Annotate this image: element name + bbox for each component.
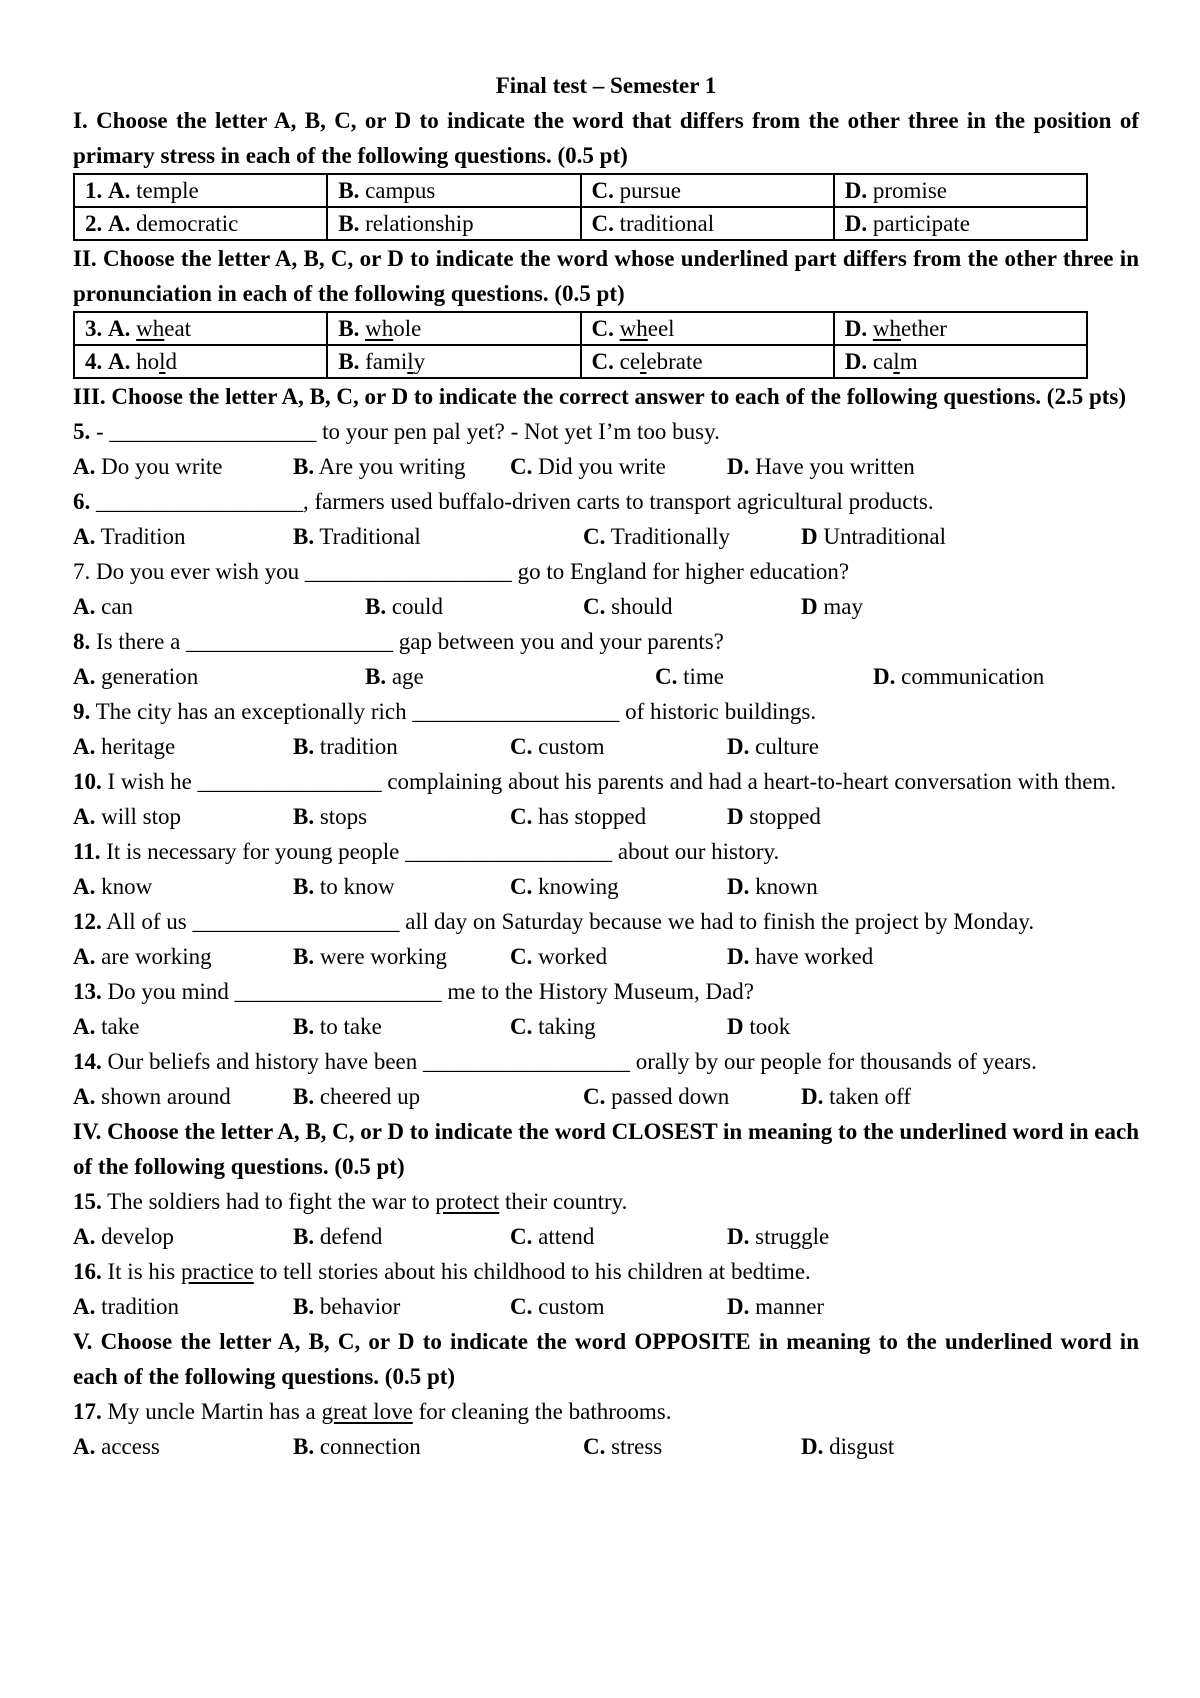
pronunciation-table <box>73 311 1088 379</box>
exam-page <box>73 68 1139 1464</box>
table-row <box>74 345 1087 378</box>
option-b: B. behavior <box>293 1294 401 1319</box>
option-d: D. known <box>727 874 818 899</box>
option-cell: D. promise <box>834 174 1087 207</box>
options-13 <box>73 1009 1139 1044</box>
option-a: A. shown around <box>73 1084 231 1109</box>
option-d: D. have worked <box>727 944 874 969</box>
option-b: B. defend <box>293 1224 383 1249</box>
option-b: B. could <box>365 594 443 619</box>
options-14 <box>73 1079 1139 1114</box>
option-cell: B. campus <box>327 174 580 207</box>
option-a: A. are working <box>73 944 212 969</box>
option-c: C. has stopped <box>510 804 647 829</box>
option-c: C. should <box>583 594 673 619</box>
option-cell: 1. A. temple <box>74 174 327 207</box>
question-17: 17. My uncle Martin has a great love for cleaning the bathrooms. <box>73 1399 672 1424</box>
option-cell: C. traditional <box>581 207 834 240</box>
question-11: 11. It is necessary for young people __________________ about our history. <box>73 839 780 864</box>
option-cell: 4. A. hold <box>74 345 327 378</box>
option-a: A. access <box>73 1434 160 1459</box>
option-b: B. cheered up <box>293 1084 421 1109</box>
options-5 <box>73 449 1139 484</box>
option-cell: D. whether <box>834 312 1087 345</box>
option-cell: C. pursue <box>581 174 834 207</box>
option-a: A. will stop <box>73 804 181 829</box>
option-b: B. to know <box>293 874 395 899</box>
option-c: C. time <box>655 664 725 689</box>
option-a: A. Tradition <box>73 524 186 549</box>
options-15 <box>73 1219 1139 1254</box>
options-6 <box>73 519 1139 554</box>
option-a: A. can <box>73 594 134 619</box>
option-b: B. to take <box>293 1014 382 1039</box>
question-8: 8. Is there a __________________ gap between you and your parents? <box>73 629 724 654</box>
section-1-heading: I. Choose the letter A, B, C, or D to indicate the word that differs from the other three in the position of primary stress in each of the following questions. (0.5 pt) <box>73 108 1139 168</box>
option-d: D. Have you written <box>727 454 915 479</box>
question-15: 15. The soldiers had to fight the war to protect their country. <box>73 1189 628 1214</box>
option-c: C. custom <box>510 1294 605 1319</box>
option-cell: B. whole <box>327 312 580 345</box>
option-c: C. Did you write <box>510 454 666 479</box>
option-c: C. custom <box>510 734 605 759</box>
option-a: A. heritage <box>73 734 176 759</box>
question-16: 16. It is his practice to tell stories about his childhood to his children at bedtime. <box>73 1259 811 1284</box>
options-12 <box>73 939 1139 974</box>
option-a: A. tradition <box>73 1294 180 1319</box>
option-c: C. Traditionally <box>583 524 730 549</box>
option-c: C. worked <box>510 944 608 969</box>
option-d: D. struggle <box>727 1224 830 1249</box>
option-cell: D. calm <box>834 345 1087 378</box>
option-a: A. generation <box>73 664 199 689</box>
option-c: C. attend <box>510 1224 595 1249</box>
options-9 <box>73 729 1139 764</box>
option-c: C. passed down <box>583 1084 730 1109</box>
options-7 <box>73 589 1139 624</box>
option-cell: C. wheel <box>581 312 834 345</box>
question-9: 9. The city has an exceptionally rich __________________ of historic buildings. <box>73 699 817 724</box>
section-5-heading: V. Choose the letter A, B, C, or D to indicate the word OPPOSITE in meaning to the underlined word in each of the following questions. (0.5 pt) <box>73 1329 1139 1389</box>
option-d: D. culture <box>727 734 819 759</box>
stress-table <box>73 173 1088 241</box>
option-d: D took <box>727 1014 791 1039</box>
option-cell: D. participate <box>834 207 1087 240</box>
option-cell: B. relationship <box>327 207 580 240</box>
question-14: 14. Our beliefs and history have been __________________ orally by our people for thousands of years. <box>73 1049 1037 1074</box>
option-d: D. manner <box>727 1294 825 1319</box>
option-cell: 2. A. democratic <box>74 207 327 240</box>
option-cell: C. celebrate <box>581 345 834 378</box>
option-a: A. take <box>73 1014 140 1039</box>
option-b: B. were working <box>293 944 447 969</box>
option-b: B. age <box>365 664 424 689</box>
section-4-heading: IV. Choose the letter A, B, C, or D to indicate the word CLOSEST in meaning to the underlined word in each of the following questions. (0.5 pt) <box>73 1119 1139 1179</box>
question-6: 6. __________________, farmers used buffalo-driven carts to transport agricultural products. <box>73 489 934 514</box>
question-10: 10. I wish he ________________ complaining about his parents and had a heart-to-heart conversation with them. <box>73 769 1117 794</box>
page-title: Final test – Semester 1 <box>495 73 717 98</box>
question-5: 5. - __________________ to your pen pal yet? - Not yet I’m too busy. <box>73 419 720 444</box>
table-row <box>74 207 1087 240</box>
section-3-heading: III. Choose the letter A, B, C, or D to indicate the correct answer to each of the following questions. (2.5 pts) <box>73 384 1127 409</box>
option-cell: B. family <box>327 345 580 378</box>
option-d: D. taken off <box>801 1084 912 1109</box>
question-7: 7. Do you ever wish you __________________ go to England for higher education? <box>73 559 850 584</box>
options-16 <box>73 1289 1139 1324</box>
option-d: D. disgust <box>801 1434 895 1459</box>
table-row <box>74 174 1087 207</box>
option-a: A. develop <box>73 1224 174 1249</box>
option-d: D. communication <box>873 664 1045 689</box>
option-a: A. Do you write <box>73 454 223 479</box>
option-d: D may <box>801 594 863 619</box>
options-8 <box>73 659 1139 694</box>
option-b: B. Traditional <box>293 524 421 549</box>
option-b: B. stops <box>293 804 368 829</box>
option-d: D Untraditional <box>801 524 947 549</box>
option-c: C. knowing <box>510 874 619 899</box>
option-d: D stopped <box>727 804 821 829</box>
option-cell: 3. A. wheat <box>74 312 327 345</box>
option-b: B. Are you writing <box>293 454 466 479</box>
question-12: 12. All of us __________________ all day on Saturday because we had to finish the project by Monday. <box>73 909 1035 934</box>
options-11 <box>73 869 1139 904</box>
question-13: 13. Do you mind __________________ me to the History Museum, Dad? <box>73 979 755 1004</box>
option-a: A. know <box>73 874 153 899</box>
option-c: C. taking <box>510 1014 596 1039</box>
option-c: C. stress <box>583 1434 663 1459</box>
option-b: B. tradition <box>293 734 398 759</box>
options-17 <box>73 1429 1139 1464</box>
section-2-heading: II. Choose the letter A, B, C, or D to indicate the word whose underlined part differs from the other three in pronunciation in each of the following questions. (0.5 pt) <box>73 246 1139 306</box>
table-row <box>74 312 1087 345</box>
option-b: B. connection <box>293 1434 421 1459</box>
options-10 <box>73 799 1139 834</box>
